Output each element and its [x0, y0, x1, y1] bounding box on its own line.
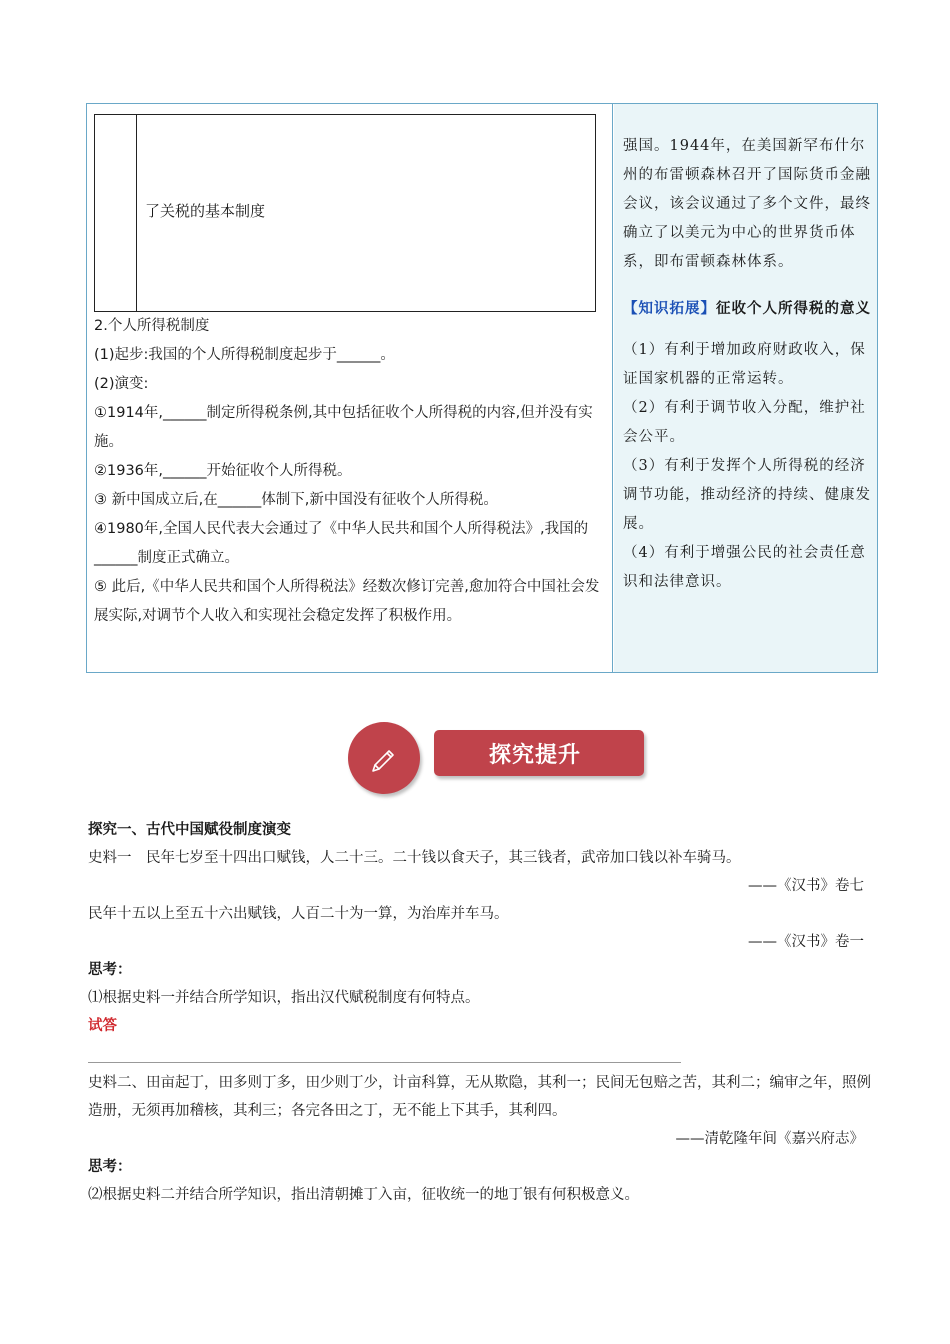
explore-section [88, 816, 878, 1209]
sidebar-content [623, 132, 871, 597]
source-text: 史料一 民年七岁至十四出口赋钱，人二十三。二十钱以食天子，其三钱者，武帝加口钱以补车骑马。 [88, 850, 741, 866]
content-line: ③ 新中国成立后,在______体制下,新中国没有征收个人所得税。 [94, 492, 498, 508]
think-label: 思考： [88, 962, 132, 978]
inner-table-column-line [136, 114, 137, 312]
question: ⑵根据史料二并结合所学知识，指出清朝摊丁入亩，征收统一的地丁银有何积极意义。 [88, 1187, 639, 1203]
source-text: 史料二、田亩起丁，田多则丁多，田少则丁少，计亩科算，无从欺隐，其利一；民间无包赔之苦，其利二；编审之年，照例造册，无须再加稽核，其利三；各完各田之丁，无不能上下其手，其利四。 [88, 1075, 871, 1119]
content-line: ⑤ 此后,《中华人民共和国个人所得税法》经数次修订完善,愈加符合中国社会发展实际,对调节个人收入和实现社会稳定发挥了积极作用。 [94, 579, 600, 624]
explore-heading: 探究一、古代中国赋役制度演变 [88, 822, 291, 838]
extension-item: （1）有利于增加政府财政收入，保证国家机器的正常运转。 [623, 342, 866, 387]
inner-table-cell: 了关税的基本制度 [145, 202, 266, 220]
content-line: ②1936年,______开始征收个人所得税。 [94, 463, 352, 479]
section-title: 2.个人所得税制度 [94, 318, 210, 334]
section-banner: 探究提升 [434, 730, 644, 776]
column-divider [612, 103, 613, 673]
content-line: ①1914年,______制定所得税条例,其中包括征收个人所得税的内容,但并没有实施。 [94, 405, 593, 450]
extension-heading [623, 295, 871, 324]
content-line: (1)起步:我国的个人所得税制度起步于______。 [94, 347, 395, 363]
extension-item: （4）有利于增强公民的社会责任意识和法律意识。 [623, 545, 866, 590]
answer-line[interactable] [88, 1040, 681, 1063]
content-line: ④1980年,全国人民代表大会通过了《中华人民共和国个人所得税法》,我国的______制度正式确立。 [94, 521, 589, 566]
source-text: 民年十五以上至五十六出赋钱，人百二十为一算，为治库并车马。 [88, 906, 509, 922]
content-line: (2)演变: [94, 376, 149, 392]
citation: ——《汉书》卷七 [748, 878, 864, 894]
pencil-icon [368, 742, 400, 774]
extension-item: （3）有利于发挥个人所得税的经济调节功能，推动经济的持续、健康发展。 [623, 458, 871, 532]
extension-item: （2）有利于调节收入分配，维护社会公平。 [623, 400, 866, 445]
citation: ——清乾隆年间《嘉兴府志》 [675, 1131, 864, 1147]
banner-icon-badge [348, 722, 420, 794]
income-tax-section [94, 312, 610, 631]
sidebar-intro: 强国。1944年，在美国新罕布什尔州的布雷顿森林召开了国际货币金融会议，该会议通过了多个文件，最终确立了以美元为中心的世界货币体系，即布雷顿森林体系。 [623, 138, 871, 270]
answer-label: 试答 [88, 1018, 117, 1034]
question: ⑴根据史料一并结合所学知识，指出汉代赋税制度有何特点。 [88, 990, 480, 1006]
citation: ——《汉书》卷一 [748, 934, 864, 950]
extension-title: 征收个人所得税的意义 [716, 301, 871, 317]
think-label: 思考： [88, 1159, 132, 1175]
extension-tag: 【知识拓展】 [623, 301, 716, 317]
